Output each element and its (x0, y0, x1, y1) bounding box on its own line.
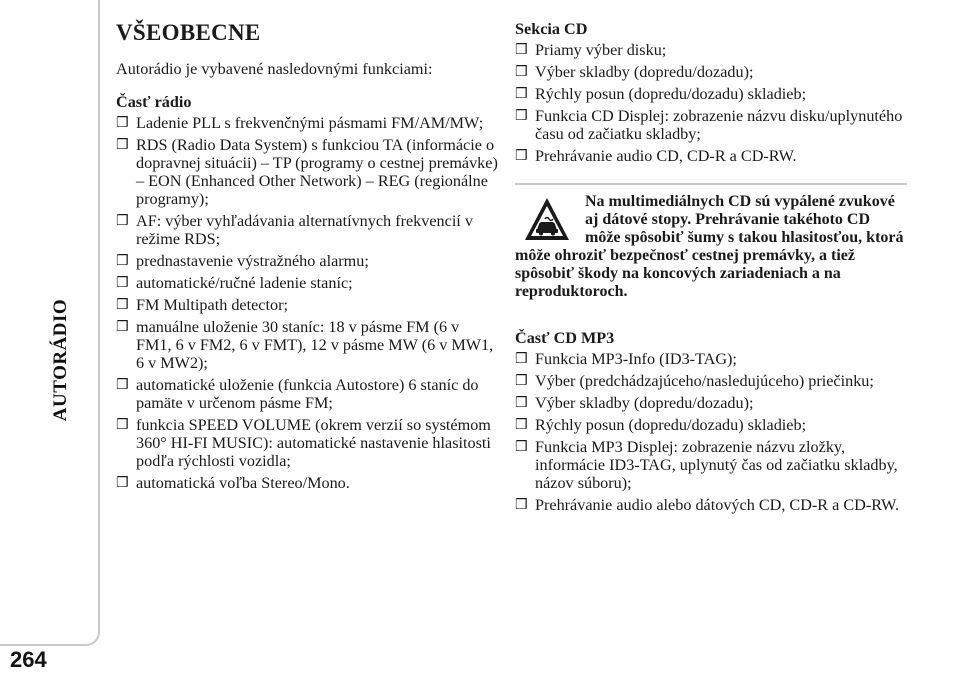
list-item (116, 376, 498, 412)
cd-feature-list (515, 41, 907, 165)
checkbox-bullet-icon: ❒ (515, 42, 528, 58)
mp3-feature-list (515, 350, 907, 514)
list-item-text: FM Multipath detector; (136, 296, 288, 314)
list-item (515, 41, 907, 59)
checkbox-bullet-icon: ❒ (116, 213, 129, 229)
checkbox-bullet-icon: ❒ (515, 108, 528, 124)
list-item (116, 474, 498, 492)
list-item (116, 296, 498, 314)
list-item (515, 438, 907, 492)
list-item (515, 496, 907, 514)
checkbox-bullet-icon: ❒ (116, 137, 129, 153)
checkbox-bullet-icon: ❒ (116, 319, 129, 335)
list-item-text: Ladenie PLL s frekvenčnými pásmami FM/AM/MW; (136, 114, 484, 132)
list-item (515, 63, 907, 81)
list-item-text: Výber skladby (dopredu/dozadu); (535, 63, 754, 81)
checkbox-bullet-icon: ❒ (116, 297, 129, 313)
checkbox-bullet-icon: ❒ (515, 395, 528, 411)
list-item-text: Funkcia MP3-Info (ID3-TAG); (535, 350, 737, 368)
radio-feature-list (116, 114, 498, 492)
section-side-label: AUTORÁDIO (50, 298, 71, 422)
list-item-text: Rýchly posun (dopredu/dozadu) skladieb; (535, 85, 807, 103)
right-column (515, 20, 907, 518)
warning-divider (515, 183, 907, 185)
list-item (116, 274, 498, 292)
cd-section-heading: Sekcia CD (515, 20, 588, 38)
list-item-text: Funkcia CD Displej: zobrazenie názvu disku/uplynutého času od začiatku skladby; (535, 107, 903, 143)
list-item-text: Výber (predchádzajúceho/nasledujúceho) priečinku; (535, 372, 874, 390)
list-item (515, 372, 907, 390)
list-item-text: automatické uloženie (funkcia Autostore) 6 staníc do pamäte v určenom pásme FM; (136, 376, 479, 412)
sidebar-frame (0, 0, 100, 646)
intro-paragraph: Autorádio je vybavené nasledovnými funkciami: (116, 60, 433, 78)
list-item-text: prednastavenie výstražného alarmu; (136, 252, 369, 270)
list-item-text: manuálne uloženie 30 staníc: 18 v pásme FM (6 v FM1, 6 v FM2, 6 v FMT), 12 v pásme MW (6 v MW1, 6 v MW2); (136, 318, 494, 372)
checkbox-bullet-icon: ❒ (515, 86, 528, 102)
checkbox-bullet-icon: ❒ (116, 377, 129, 393)
list-item (515, 85, 907, 103)
checkbox-bullet-icon: ❒ (515, 417, 528, 433)
checkbox-bullet-icon: ❒ (515, 148, 528, 164)
list-item (116, 252, 498, 270)
page-number: 264 (10, 647, 47, 672)
list-item-text: Výber skladby (dopredu/dozadu); (535, 394, 754, 412)
list-item-text: funkcia SPEED VOLUME (okrem verzií so systémom 360° HI-FI MUSIC): automatické nastavenie hlasitosti podľa rýchlosti vozidla; (136, 416, 491, 470)
warning-text: Na multimediálnych CD sú vypálené zvukové aj dátové stopy. Prehrávanie takéhoto CD môže spôsobiť šumy s takou hlasitosťou, ktorá môže ohroziť bezpečnosť cestnej premávky, a tiež spôsobiť škody na koncových zariadeniach a na reproduktoroch. (515, 193, 904, 300)
checkbox-bullet-icon: ❒ (116, 275, 129, 291)
list-item (515, 394, 907, 412)
left-column (116, 20, 498, 496)
list-item-text: RDS (Radio Data System) s funkciou TA (informácie o dopravnej situácii) – TP (programy o cestnej premávke) – EON (Enhanced Other Network) – REG (regionálne programy); (136, 136, 498, 208)
list-item-text: Prehrávanie audio alebo dátových CD, CD-R a CD-RW. (535, 496, 899, 514)
list-item (515, 416, 907, 434)
checkbox-bullet-icon: ❒ (116, 115, 129, 131)
list-item-text: Funkcia MP3 Displej: zobrazenie názvu zložky, informácie ID3-TAG, uplynutý čas od začiatku skladby, názov súboru); (535, 438, 898, 492)
list-item (515, 107, 907, 143)
list-item (116, 416, 498, 470)
page-title: VŠEOBECNE (116, 20, 261, 45)
list-item (116, 114, 498, 132)
list-item (116, 136, 498, 208)
list-item-text: Priamy výber disku; (535, 41, 667, 59)
checkbox-bullet-icon: ❒ (515, 64, 528, 80)
list-item-text: automatické/ručné ladenie staníc; (136, 274, 353, 292)
list-item-text: Prehrávanie audio CD, CD-R a CD-RW. (535, 147, 797, 165)
mp3-section-heading: Časť CD MP3 (515, 329, 615, 347)
checkbox-bullet-icon: ❒ (116, 475, 129, 491)
warning-block (515, 193, 907, 301)
radio-section-heading: Časť rádio (116, 93, 192, 111)
checkbox-bullet-icon: ❒ (116, 253, 129, 269)
checkbox-bullet-icon: ❒ (515, 439, 528, 455)
list-item (116, 318, 498, 372)
checkbox-bullet-icon: ❒ (515, 351, 528, 367)
list-item-text: AF: výber vyhľadávania alternatívnych frekvencií v režime RDS; (136, 212, 473, 248)
list-item-text: Rýchly posun (dopredu/dozadu) skladieb; (535, 416, 807, 434)
list-item-text: automatická voľba Stereo/Mono. (136, 474, 350, 492)
checkbox-bullet-icon: ❒ (515, 497, 528, 513)
list-item (515, 350, 907, 368)
list-item (116, 212, 498, 248)
checkbox-bullet-icon: ❒ (116, 417, 129, 433)
checkbox-bullet-icon: ❒ (515, 373, 528, 389)
list-item (515, 147, 907, 165)
warning-car-icon (523, 195, 571, 243)
